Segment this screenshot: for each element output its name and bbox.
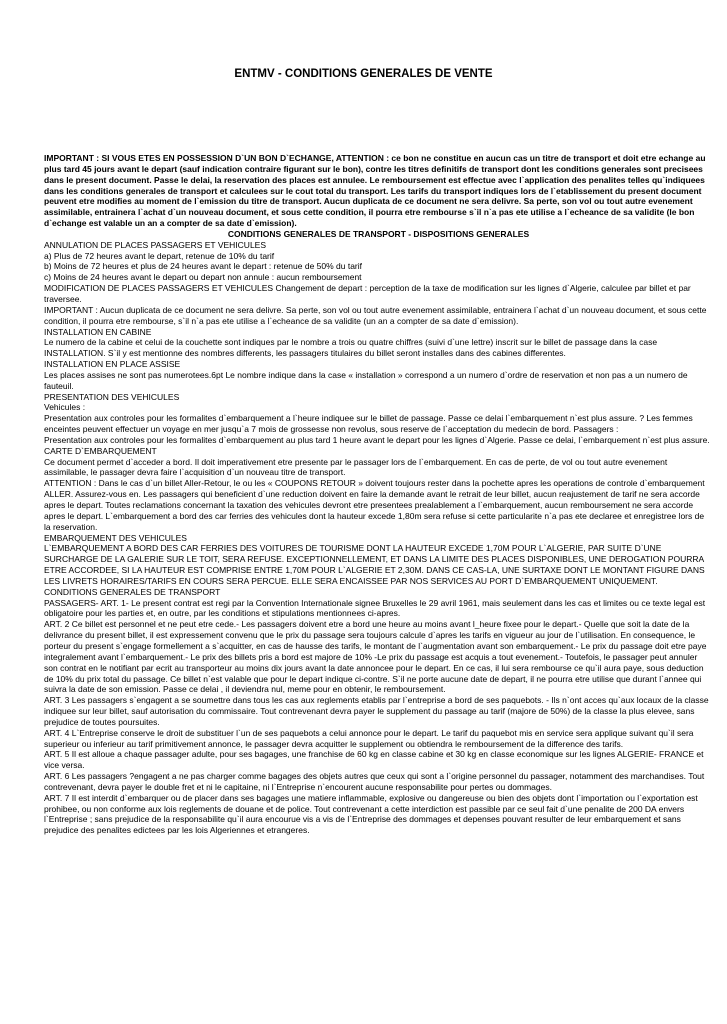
paragraph: PRESENTATION DES VEHICULES <box>44 391 180 402</box>
paragraph: Le numero de la cabine et celui de la couchette sont indiques par le nombre a trois ou quatre chiffres (suivi d`une lettre) inscrit sur le billet de passage dans la case INSTALLATION. S`il y est mentionne des nombres differents, les passagers titulaires du billet seront installes dans des cabines differentes. <box>44 337 658 359</box>
paragraph: PASSAGERS- ART. 1- Le present contrat est regi par la Convention Internationale signee Bruxelles le 29 avril 1961, mais seulement dans les cas et limites ou ce texte legal est obligatoire pour les parties et, en outre, par les conditions et stipulations mentionnees ci-apres. <box>44 597 706 619</box>
page-title: ENTMV - CONDITIONS GENERALES DE VENTE <box>234 68 493 80</box>
paragraph: INSTALLATION EN CABINE <box>44 326 152 337</box>
paragraph: L`EMBARQUEMENT A BORD DES CAR FERRIES DES VOITURES DE TOURISME DONT LA HAUTEUR EXCEDE 1,70M POUR L`ALGERIE, PAR SUITE D`UNE SURCHARGE DE LA GALERIE SUR LE TOIT, SERA REFUSE. EXCEPTIONNELLEMENT, ET DANS LA LIMITE DES PLACES DISPONIBLES, UNE DEROGATION POURRA ETRE ACCORDEE, SI LA HAUTEUR EST COMPRISE ENTRE 1,70M POUR L`ALGERIE ET 2,30M. DANS CE CAS-LA, UNE SURTAXE DONT LE MONTANT FIGURE DANS LES LIVRETS HORAIRES/TARIFS EN COURS SERA PERCUE. ELLE SERA ENCAISSEE PAR NOS SERVICES AU PORT D`EMBARQUEMENT UNIQUEMENT. <box>44 543 705 586</box>
paragraph: ART. 7 Il est interdit d`embarquer ou de placer dans ses bagages une matiere inflammable, explosive ou dangereuse ou bien des objets dont l`importation ou l`exportation est prohibee, ou non conforme aux lois reglements de douane et de police. Tout contrevenant a cette interdiction est passible par ce seul fait d`une penalite de 200 DA envers l`Entreprise ; sans prejudice de la responsabilite qu`il aura encourue vis a vis de l`Entreprise des dommages et depenses pouvant resulter de leur embarquement et sans prejudice des penalites edictees par les lois Algeriennes et etrangeres. <box>44 792 698 836</box>
important-notice: IMPORTANT : SI VOUS ETES EN POSSESSION D`UN BON D`ECHANGE, ATTENTION : ce bon ne constitue en aucun cas un titre de transport et doit etre echange au plus tard 45 jours avant le depart (sauf indication contraire figurant sur le bon), contre les titres definitifs de transport dont les conditions generales sont precisees dans le present document. Passe le delai, la reservation des places est annulee. Le remboursement est effectue avec l`application des penalites telles qu`indiquees dans les conditions generales de transport et calculees sur le cout total du transport. Les tarifs du transport indiques lors de l`etablissement du present document peuvent etre modifies au moment de l`emission du titre de transport. Aucun duplicata de ce document ne sera delivre. Sa perte, son vol ou tout autre evenement assimilable, entrainera l`achat d`un nouveau document, et sous cette condition, il pourra etre rembourse s`il n`a pas ete utilise a l`echeance de sa validite (le bon d`echange est valable un an a compter de sa date d`emission). <box>44 153 706 229</box>
paragraph: IMPORTANT : Aucun duplicata de ce document ne sera delivre. Sa perte, son vol ou tout autre evenement assimilable, entrainera l`achat d`un nouveau document, et sous cette condition, il pourra etre rembourse, s`il n`a pas ete utilise a l`echeance de sa validite (un an a compter de sa date d`emission). <box>44 304 707 326</box>
paragraph: Vehicules : <box>44 402 86 413</box>
paragraph: b) Moins de 72 heures et plus de 24 heures avant le depart : retenue de 50% du tarif <box>44 261 363 272</box>
paragraph: CARTE D`EMBARQUEMENT <box>44 445 157 456</box>
paragraph: Les places assises ne sont pas numerotees.6pt Le nombre indique dans la case « installation » correspond a un numero d`ordre de reservation et non pas a un numero de fauteuil. <box>44 369 688 391</box>
paragraph: ANNULATION DE PLACES PASSAGERS ET VEHICULES <box>44 239 267 250</box>
paragraph: CONDITIONS GENERALES DE TRANSPORT <box>44 586 221 597</box>
paragraph: Presentation aux controles pour les formalites d`embarquement a l`heure indiquee sur le billet de passage. Passe ce delai l`embarquement n`est plus assure. ? Les femmes enceintes peuvent effectuer un voyage en mer jusqu`a 7 mois de grossesse non revolus, sous reserve de l`acceptation du medecin de bord. Passagers : <box>44 413 693 435</box>
paragraph: Presentation aux controles pour les formalites d`embarquement au plus tard 1 heure avant le depart pour les lignes d`Algerie. Passe ce delai, l`embarquement n`est plus assure. <box>44 434 710 445</box>
paragraph: ATTENTION : Dans le cas d`un billet Aller-Retour, le ou les « COUPONS RETOUR » doivent toujours rester dans la pochette apres les operations de controle d`embarquement ALLER. Assurez-vous en. Les passagers qui beneficient d`une reduction doivent en faire la demande avant le retrait de leur billet, aucun reajustement de tarif ne sera accorde apres le depart. Toutes reclamations concernant la taxation des vehicules devront etre presentees prealablement a l`embarquement, aucun remboursement ne sera accorde apres le depart. L`embarquement a bord des car ferries des vehicules dont la hauteur excede 1,80m sera refuse si cette particularite n`a pas ete declaree et enregistree lors de la reservation. <box>44 478 705 532</box>
paragraph: c) Moins de 24 heures avant le depart ou depart non annule : aucun remboursement <box>44 272 362 283</box>
paragraph: ART. 2 Ce billet est personnel et ne peut etre cede.- Les passagers doivent etre a bord une heure au moins avant l_heure fixee pour le depart.- Quelle que soit la date de la delivrance du present billet, il est expressement convenu que le prix du passage sera toujours calcule d`apres les tarifs en vigueur au jour de l`utilisation. En consequence, le porteur du present s`engage formellement a s`acquitter, en cas de hausse des tarifs, le montant de l`augmentation avant son embarquement.- Le prix du passage doit etre paye integralement avant l`embarquement.- Le prix des billets pris a bord est majore de 10% -Le prix du passage est acquis a tout evenement.- Toutefois, le passager peut annuler son contrat en le notifiant par ecrit au transporteur au moins dix jours avant la date annoncee pour le depart. En ce cas, il lui sera rembourse ce qu`il aura paye, sous deduction de 10% du prix total du passage. Ce billet n`est valable que pour le depart indique ci-contre. S`il ne porte aucune date de depart, il ne pourra etre utilise que durant l`annee qui suivra la date de son emission. Passe ce delai , il deviendra nul, meme pour en obtenir, le remboursement. <box>44 619 707 695</box>
paragraph: ART. 5 Il est alloue a chaque passager adulte, pour ses bagages, une franchise de 60 kg en classe cabine et 30 kg en classe economique sur les lignes ALGERIE- FRANCE et vice versa. <box>44 749 704 771</box>
document-body <box>44 153 713 836</box>
paragraph: ART. 4 L`Entreprise conserve le droit de substituer l`un de ses paquebots a celui annonce pour le depart. Le tarif du paquebot mis en service sera applique suivant qu`il sera superieur ou inferieur au tarif primitivement annonce, le passager devra acquitter le supplement ou obtiendra le remboursement de la difference des tarifs. <box>44 727 694 749</box>
paragraph: EMBARQUEMENT DES VEHICULES <box>44 532 187 543</box>
paragraph: a) Plus de 72 heures avant le depart, retenue de 10% du tarif <box>44 250 275 261</box>
paragraph: ART. 3 Les passagers s`engagent a se soumettre dans tous les cas aux reglements etablis par l`entreprise a bord de ses paquebots. - Ils n`ont acces qu`aux locaux de la classe indiquee sur leur billet, sauf autorisation du commissaire. Tout contrevenant devra payer le supplement du passage au tarif (majore de 50%) de la classe la plus elevee, sans prejudice de toutes poursuites. <box>44 695 709 727</box>
paragraph: Ce document permet d`acceder a bord. Il doit imperativement etre presente par le passager lors de l`embarquement. En cas de perte, de vol ou tout autre evenement assimilable, le passager devra faire l`acquisition d`un nouveau titre de transport. <box>44 456 668 478</box>
paragraph: MODIFICATION DE PLACES PASSAGERS ET VEHICULES Changement de depart : perception de la taxe de modification sur les lignes d`Algerie, calculee par billet et par traversee. <box>44 283 691 304</box>
paragraph: ART. 6 Les passagers ?engagent a ne pas charger comme bagages des objets autres que ceux qui sont a l`origine personnel du passager, notamment des marchandises. Tout contrevenant, devra payer le double fret et ni le capitaine, ni l`Entreprise n`encourent aucune responsabilite pour pertes ou dommages. <box>44 771 705 792</box>
paragraph: INSTALLATION EN PLACE ASSISE <box>44 359 181 370</box>
section-heading: CONDITIONS GENERALES DE TRANSPORT - DISPOSITIONS GENERALES <box>227 228 530 239</box>
